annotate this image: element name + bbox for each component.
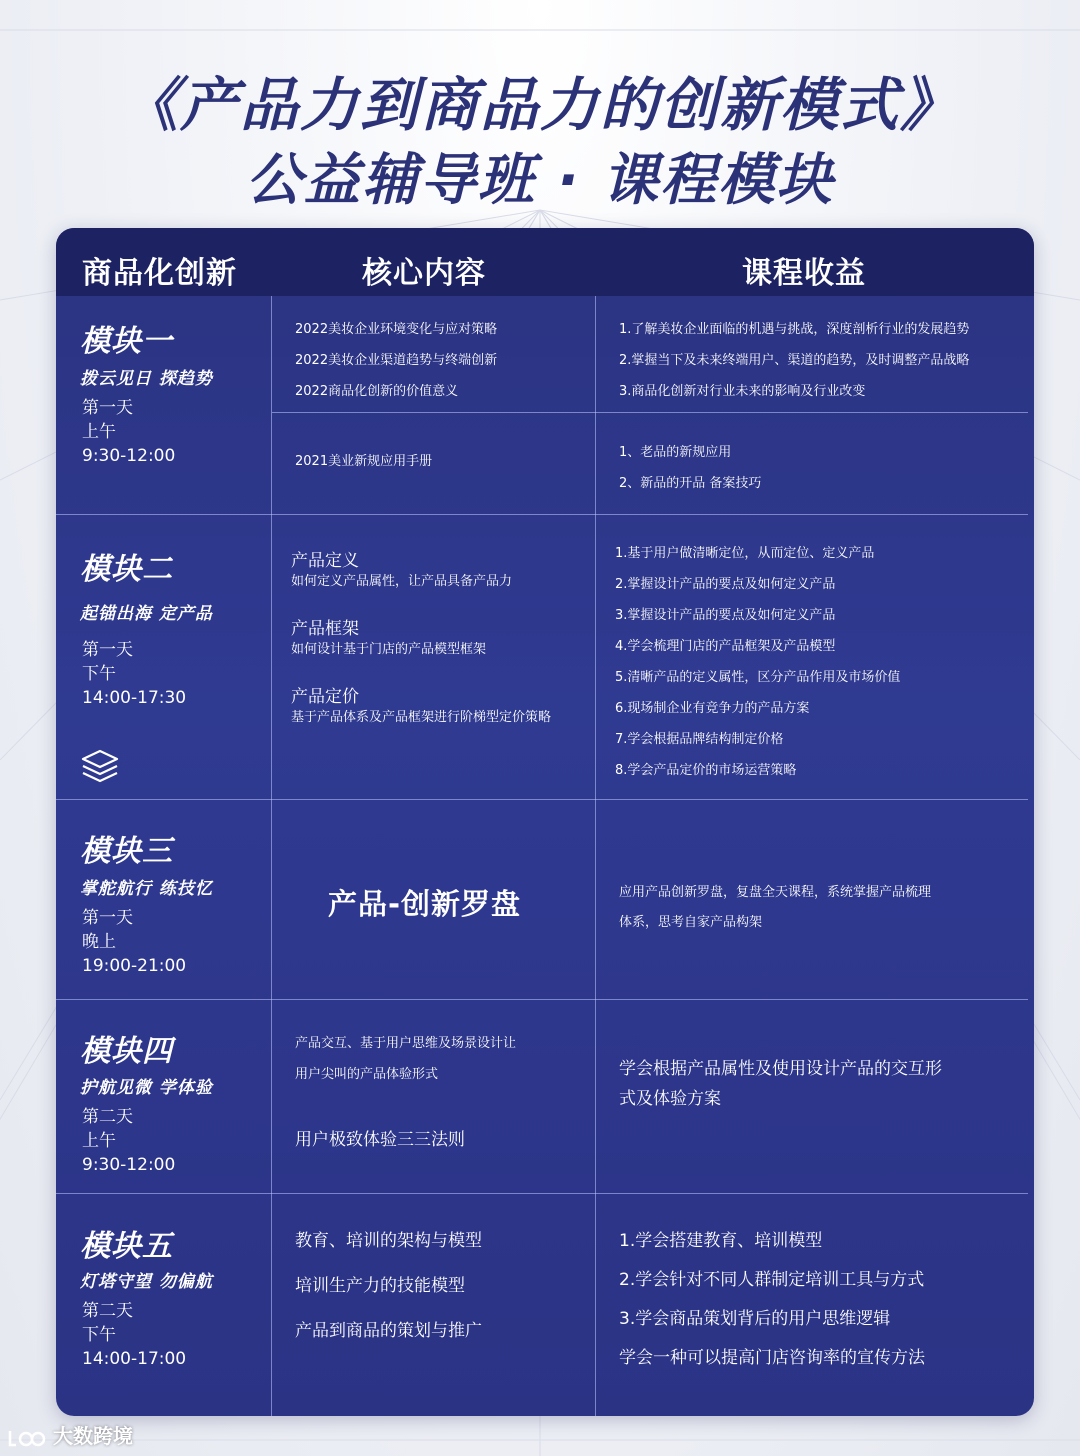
- module-period: 下午: [82, 1325, 116, 1345]
- benefit-item: 1.基于用户做清晰定位，从而定位、定义产品: [615, 546, 875, 561]
- row-divider: [56, 514, 1028, 515]
- module-title: 模块三: [80, 834, 173, 869]
- content-item: 2021美业新规应用手册: [295, 454, 433, 469]
- module-period: 下午: [82, 664, 116, 684]
- page-subtitle: 公益辅导班 · 课程模块: [245, 148, 835, 213]
- benefit-item: 4.学会梳理门店的产品框架及产品模型: [615, 639, 836, 654]
- benefit-item: 学会一种可以提高门店咨询率的宣传方法: [619, 1348, 925, 1368]
- module-period: 晚上: [82, 932, 116, 952]
- column-divider: [271, 296, 272, 1416]
- row-divider: [272, 412, 1028, 413]
- module-time: 9:30-12:00: [82, 1155, 176, 1175]
- row-divider: [56, 1193, 1028, 1194]
- brand-logo-icon: [6, 1427, 46, 1449]
- content-item: 教育、培训的架构与模型: [295, 1231, 482, 1251]
- row-divider: [56, 999, 1028, 1000]
- module-title: 模块五: [80, 1229, 173, 1264]
- content-desc: 如何设计基于门店的产品模型框架: [291, 642, 487, 657]
- benefit-item: 7.学会根据品牌结构制定价格: [615, 732, 784, 747]
- benefit-item: 1.学会搭建教育、培训模型: [619, 1231, 823, 1251]
- benefit-item: 5.清晰产品的定义属性，区分产品作用及市场价值: [615, 670, 901, 685]
- benefit-item: 2.掌握当下及未来终端用户、渠道的趋势，及时调整产品战略: [619, 353, 970, 368]
- module-day: 第一天: [82, 398, 133, 418]
- module-subtitle: 掌舵航行 练技忆: [80, 879, 213, 899]
- module-time: 14:00-17:00: [82, 1349, 187, 1369]
- module-day: 第二天: [82, 1107, 133, 1127]
- module-period: 上午: [82, 1131, 116, 1151]
- module-time: 19:00-21:00: [82, 956, 187, 976]
- content-item: 用户尖叫的产品体验形式: [295, 1067, 439, 1082]
- content-item: 产品到商品的策划与推广: [295, 1321, 482, 1341]
- content-desc: 如何定义产品属性，让产品具备产品力: [291, 574, 513, 589]
- benefit-item: 2、新品的开品 备案技巧: [619, 476, 762, 491]
- header-innovation: 商品化创新: [82, 256, 237, 291]
- content-item: 2022美妆企业渠道趋势与终端创新: [295, 353, 498, 368]
- module-subtitle: 起锚出海 定产品: [80, 604, 213, 624]
- content-item: 培训生产力的技能模型: [295, 1276, 465, 1296]
- content-label: 产品定义: [291, 551, 359, 571]
- watermark-text: 大数跨境: [52, 1424, 133, 1448]
- benefit-item: 体系，思考自家产品构架: [619, 915, 763, 930]
- module-subtitle: 护航见微 学体验: [80, 1078, 213, 1098]
- header-content: 核心内容: [362, 256, 486, 291]
- header-benefits: 课程收益: [742, 256, 866, 291]
- module-time: 9:30-12:00: [82, 446, 176, 466]
- content-item: 产品交互、基于用户思维及场景设计让: [295, 1036, 517, 1051]
- module-period: 上午: [82, 422, 116, 442]
- content-label: 产品定价: [291, 687, 359, 707]
- content-item: 2022美妆企业环境变化与应对策略: [295, 322, 498, 337]
- column-divider: [595, 296, 596, 1416]
- module-title: 模块一: [80, 324, 173, 359]
- benefit-item: 2.学会针对不同人群制定培训工具与方式: [619, 1270, 925, 1290]
- benefit-item: 3.掌握设计产品的要点及如何定义产品: [615, 608, 836, 623]
- module-time: 14:00-17:30: [82, 688, 187, 708]
- content-item: 2022商品化创新的价值意义: [295, 384, 459, 399]
- module-title: 模块四: [80, 1034, 173, 1069]
- benefit-item: 式及体验方案: [619, 1089, 721, 1109]
- module-subtitle: 灯塔守望 勿偏航: [80, 1272, 213, 1292]
- benefit-item: 应用产品创新罗盘，复盘全天课程，系统掌握产品梳理: [619, 885, 932, 900]
- module-title: 模块二: [80, 552, 173, 587]
- course-table: [56, 228, 1034, 1416]
- content-desc: 基于产品体系及产品框架进行阶梯型定价策略: [291, 710, 552, 725]
- module-subtitle: 拨云见日 探趋势: [80, 369, 213, 389]
- watermark: [6, 1420, 133, 1449]
- module-day: 第一天: [82, 908, 133, 928]
- benefit-item: 1.了解美妆企业面临的机遇与挑战，深度剖析行业的发展趋势: [619, 322, 970, 337]
- table-header: [56, 228, 1034, 296]
- benefit-item: 3.商品化创新对行业未来的影响及行业改变: [619, 384, 866, 399]
- module-day: 第二天: [82, 1301, 133, 1321]
- benefit-item: 学会根据产品属性及使用设计产品的交互形: [619, 1059, 942, 1079]
- content-highlight: 产品-创新罗盘: [328, 887, 522, 921]
- benefit-item: 6.现场制企业有竞争力的产品方案: [615, 701, 810, 716]
- layers-icon: [80, 748, 120, 784]
- benefit-item: 8.学会产品定价的市场运营策略: [615, 763, 797, 778]
- page-title: 《产品力到商品力的创新模式》: [119, 71, 960, 139]
- benefit-item: 1、老品的新规应用: [619, 445, 732, 460]
- row-divider: [56, 799, 1028, 800]
- benefit-item: 3.学会商品策划背后的用户思维逻辑: [619, 1309, 891, 1329]
- content-item: 用户极致体验三三法则: [295, 1130, 465, 1150]
- benefit-item: 2.掌握设计产品的要点及如何定义产品: [615, 577, 836, 592]
- content-label: 产品框架: [291, 619, 359, 639]
- module-day: 第一天: [82, 640, 133, 660]
